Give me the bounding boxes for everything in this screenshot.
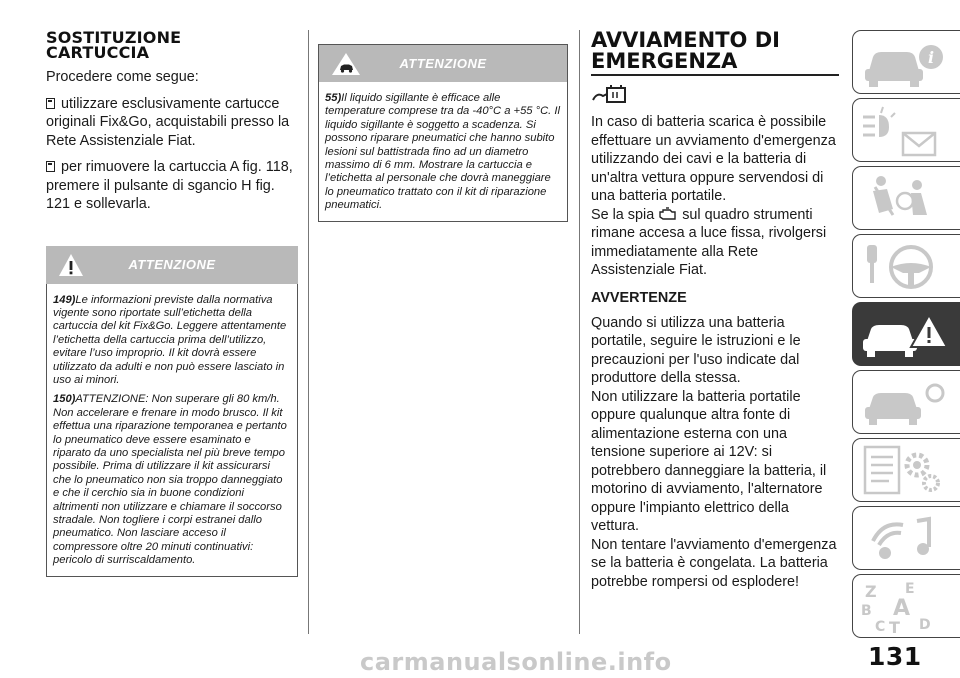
technical-data-icon [859, 443, 949, 499]
engine-warning-light-icon [658, 206, 678, 222]
warning-box [46, 246, 298, 577]
right-column [591, 30, 839, 591]
car-info-icon [859, 35, 949, 91]
paragraph: Quando si utilizza una batteria portatile, seguire le istruzioni e le precauzioni per l'uso indicate dal produttore della stessa. [591, 314, 801, 386]
warning-title: ATTENZIONE [399, 56, 487, 71]
tab-car-info[interactable] [852, 30, 960, 94]
middle-column [318, 44, 568, 222]
paragraph: Non utilizzare la batteria portatile oppure qualunque altra fonte di alimentazione esterna con una tensione superiore ai 12V: si potrebbero danneggiare la batteria, il motorino di avviamento, l'alternatore oppure l'impianto elettrico della vettura. [591, 388, 827, 534]
column-divider [579, 30, 580, 634]
intro-text: Procedere come segue: [46, 69, 199, 85]
svg-text:E: E [905, 581, 915, 597]
tab-index[interactable] [852, 574, 960, 638]
seat-belt-airbag-icon [859, 171, 949, 227]
battery-cables-icon [591, 84, 631, 106]
tab-safety[interactable] [852, 166, 960, 230]
tab-starting-driving[interactable] [852, 234, 960, 298]
key-steering-wheel-icon [859, 239, 949, 295]
svg-text:T: T [889, 618, 900, 635]
bullet-item: utilizzare esclusivamente cartucce originali Fix&Go, acquistabili presso la Rete Assistenziale Fiat. [46, 95, 290, 149]
watermark: carmanualsonline.info [360, 648, 672, 676]
warning-note: 150)ATTENZIONE: Non superare gli 80 km/h. Non accelerare e frenare in modo brusco. Il kit effettua una riparazione temporanea e pertanto lo pneumatico deve essere esaminato e riparato da uno specialista nel più breve tempo possibile. Prima di utilizzare il kit assicurarsi che lo pneumatico non sia troppo danneggiato e che il cerchio sia in buone condizioni altrimenti non utilizzare e chiamare il soccorso stradale. Non togliere i corpi estranei dallo pneumatico. Non lasciare acceso il compressore oltre 20 minuti continuativi: pericolo di surriscaldamento. [53, 393, 287, 567]
warning-title: ATTENZIONE [128, 256, 216, 272]
warning-note: 149)Le informazioni previste dalla normativa vigente sono riportate sull’etichetta della cartuccia del kit Fix&Go. Leggere attentamente l’etichetta della cartuccia prima dell’utilizzo, evitare l’uso improprio. Il kit dovrà essere utilizzato da adulti e non può essere lasciato in uso ai minori. [53, 293, 287, 386]
warning-header [319, 45, 567, 82]
warning-lights-icon [859, 103, 949, 159]
paragraph: In caso di batteria scarica è possibile effettuare un avviamento d'emergenza utilizzando dei cavi e la batteria di un'altra vettura oppure servendosi di una batteria portatile. [591, 114, 836, 204]
tab-emergency[interactable] [852, 302, 960, 366]
subheading: AVVERTENZE [591, 289, 687, 306]
bullet-icon [46, 161, 55, 172]
alphabetical-index-icon [859, 579, 949, 635]
warning-note: 55)Il liquido sigillante è efficace alle temperature comprese tra da -40°C a +55 °C. Il liquido sigillante è soggetto a scadenza. Si possono riparare pneumatici che hanno subito lesioni sul battistrada fino ad un diametro massimo di 6 mm. Mostrare la cartuccia e l’etichetta al personale che dovrà maneggiare lo pneumatico trattato con il kit di riparazione pneumatici. [325, 92, 560, 212]
car-emergency-icon [859, 307, 949, 363]
svg-text:C: C [875, 619, 886, 635]
warning-box [318, 44, 568, 222]
section-heading: AVVIAMENTO DI EMERGENZA [591, 30, 839, 76]
tab-multimedia[interactable] [852, 506, 960, 570]
page-number: 131 [868, 642, 922, 671]
tab-maintenance[interactable] [852, 370, 960, 434]
car-maintenance-icon [859, 375, 949, 431]
bullet-icon [46, 98, 55, 109]
paragraph: Se la spia sul quadro strumenti rimane accesa a luce fissa, rivolgersi immediatamente alla Rete Assistenziale Fiat. [591, 206, 827, 278]
svg-text:i: i [927, 48, 935, 67]
multimedia-icon [859, 511, 949, 567]
paragraph: Non tentare l'avviamento d'emergenza se la batteria è congelata. La batteria potrebbe rompersi od esplodere! [591, 536, 837, 590]
bullet-item: per rimuovere la cartuccia A fig. 118, premere il pulsante di sgancio H fig. 121 e sollevarla. [46, 159, 293, 212]
svg-text:D: D [919, 617, 931, 633]
svg-text:Z: Z [865, 582, 877, 601]
svg-text:B: B [861, 603, 872, 619]
warning-header [46, 246, 298, 284]
svg-text:A: A [893, 596, 911, 621]
section-heading: SOSTITUZIONE CARTUCCIA [46, 28, 182, 62]
tab-technical-data[interactable] [852, 438, 960, 502]
warning-body [47, 284, 297, 576]
warning-body [319, 82, 567, 221]
tab-lights-messages[interactable] [852, 98, 960, 162]
left-column [46, 30, 298, 577]
column-divider [308, 30, 309, 634]
